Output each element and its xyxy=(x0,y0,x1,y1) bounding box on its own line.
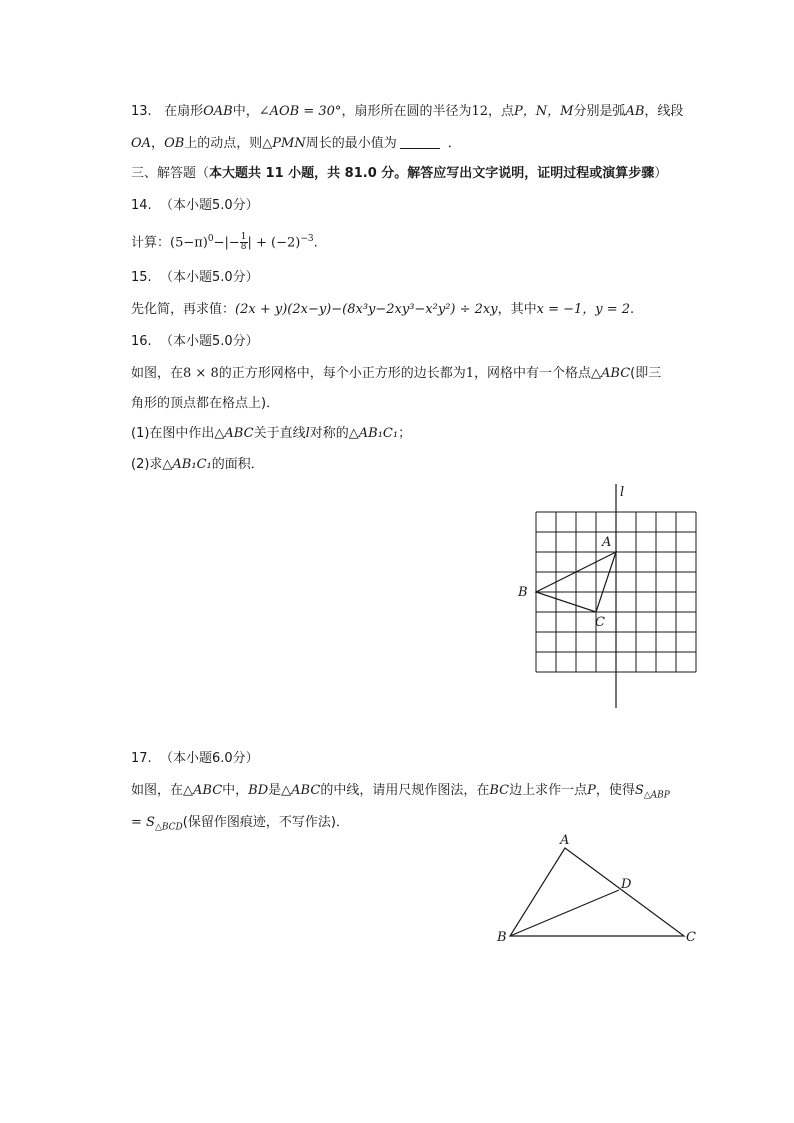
q14-expression xyxy=(131,230,318,252)
q13-text: 周长的最小值为 xyxy=(305,136,397,151)
q13-text: 中， xyxy=(232,104,259,119)
q16-number: 16. xyxy=(131,334,152,349)
q13-text: 在扇形 xyxy=(164,104,204,119)
median-bd xyxy=(510,890,619,936)
q15-where: ，其中 xyxy=(497,302,537,317)
q17-line2 xyxy=(131,814,349,837)
q13-arc: AB xyxy=(625,104,645,119)
point-a-label: A xyxy=(560,833,570,848)
q17-header xyxy=(131,750,259,768)
q13-seg-oa: OA xyxy=(131,136,152,151)
fraction-numerator: 1 xyxy=(240,232,247,243)
q17-area-symbol: S xyxy=(146,815,155,830)
q16-text: (2)求 xyxy=(131,457,163,472)
q13-text: 分别是弧 xyxy=(573,104,626,119)
q15-header xyxy=(131,269,259,287)
q14-expr: (5−π) xyxy=(170,235,208,251)
q17-equals: = xyxy=(131,815,142,830)
q13-text: ，扇形所在圆的半径为 xyxy=(341,104,472,119)
q16-result-triangle: △AB₁C₁ xyxy=(162,457,212,472)
q14-fraction xyxy=(240,233,248,252)
q13-line2 xyxy=(131,135,461,153)
q16-text: 的面积． xyxy=(211,457,264,472)
q16-grid-figure xyxy=(510,478,710,714)
q13-line1 xyxy=(131,103,683,121)
q16-text: ，网格中有一个格点 xyxy=(474,366,592,381)
q17-text: 中， xyxy=(222,783,249,798)
q17-text: (保留作图痕迹，不写作法)． xyxy=(182,815,349,830)
q15-condition: x = −1，y = 2 xyxy=(536,302,631,317)
q17-text: 的中线，请用尺规作图法，在 xyxy=(320,783,490,798)
q15-label: 先化简，再求值： xyxy=(131,302,236,317)
point-d-label: D xyxy=(621,877,632,892)
q17-area-symbol: S xyxy=(634,783,644,798)
section-header xyxy=(131,165,667,183)
q17-text: 边上求作一点 xyxy=(509,783,588,798)
q16-triangle: △ABC xyxy=(214,426,254,441)
q15-expr: (2x + y)(2x−y)−(8x³y−2xy³−x²y²) ÷ 2xy xyxy=(235,302,498,317)
q13-radius: 12 xyxy=(471,104,488,119)
point-c-label: C xyxy=(595,615,605,630)
q15-period: . xyxy=(630,302,635,317)
point-a-label: A xyxy=(602,535,612,550)
q14-exponent: −3 xyxy=(300,234,314,244)
q16-text: ； xyxy=(398,426,412,441)
q13-seg-ob: OB xyxy=(164,136,185,151)
q14-header xyxy=(131,197,259,215)
point-b-label: B xyxy=(518,585,528,600)
q15-expression xyxy=(131,301,634,319)
fraction-denominator: 8 xyxy=(240,242,247,253)
q17-line1 xyxy=(131,782,670,805)
q13-angle: ∠AOB = 30° xyxy=(258,104,342,119)
q14-label: 计算： xyxy=(131,235,171,251)
section-prefix: 三、解答题（ xyxy=(131,166,210,181)
q13-number: 13. xyxy=(131,104,152,119)
q17-triangle-figure xyxy=(490,830,710,950)
q16-line2 xyxy=(131,395,279,413)
q16-part2 xyxy=(131,456,264,474)
q13-text: 上的动点，则 xyxy=(184,136,263,151)
q17-area-subscript: △BCD xyxy=(154,822,183,833)
q13-comma: ， xyxy=(151,136,165,151)
q16-text: 如图，在 xyxy=(131,366,184,381)
q14-period: . xyxy=(313,235,318,251)
q16-score: （本小题5.0分） xyxy=(159,334,259,349)
q16-unit: 1 xyxy=(465,366,475,381)
point-b-label: B xyxy=(497,930,507,945)
q16-line1 xyxy=(131,365,661,383)
q13-text: ，线段 xyxy=(644,104,684,119)
q17-text: ，使得 xyxy=(595,783,635,798)
triangle-abc xyxy=(510,848,684,936)
q17-segment-bc: BC xyxy=(489,783,510,798)
q16-text: 对称的 xyxy=(309,426,349,441)
q17-text: 如图，在 xyxy=(131,783,184,798)
section-instructions: 本大题共 11 小题，共 81.0 分。解答应写出文字说明，证明过程或演算步骤 xyxy=(209,166,655,181)
q16-grid-size: 8 × 8 xyxy=(183,366,219,381)
q16-line-l: l xyxy=(305,426,310,441)
q13-sector: OAB xyxy=(203,104,233,119)
q16-text: 的正方形网格中，每个小正方形的边长都为 xyxy=(218,366,466,381)
q17-point-p: P xyxy=(587,783,596,798)
q13-text: ，点 xyxy=(488,104,515,119)
q17-area-subscript: △ABP xyxy=(643,790,670,801)
point-c-label: C xyxy=(686,930,696,945)
q14-score: （本小题5.0分） xyxy=(159,198,259,213)
q17-triangle: △ABC xyxy=(183,783,223,798)
q15-score: （本小题5.0分） xyxy=(159,270,259,285)
line-l-label: l xyxy=(620,485,625,500)
q16-text: 角形的顶点都在格点上)． xyxy=(131,396,280,411)
q16-part1 xyxy=(131,425,411,443)
q15-number: 15. xyxy=(131,270,152,285)
q17-number: 17. xyxy=(131,751,152,766)
q16-text: (1)在图中作出 xyxy=(131,426,215,441)
q17-triangle: △ABC xyxy=(281,783,321,798)
q17-segment-bd: BD xyxy=(248,783,269,798)
q16-header xyxy=(131,333,259,351)
q17-text: 是 xyxy=(268,783,282,798)
q13-period: ． xyxy=(447,136,461,151)
q16-triangle: △ABC xyxy=(591,366,631,381)
q13-points: P，N，M xyxy=(514,104,574,119)
section-suffix: ） xyxy=(654,166,668,181)
q14-number: 14. xyxy=(131,198,152,213)
answer-blank[interactable] xyxy=(400,136,440,149)
q14-expr: −|− xyxy=(213,235,240,251)
q14-expr: | + (−2) xyxy=(247,235,301,251)
q17-score: （本小题6.0分） xyxy=(159,751,259,766)
q16-text: (即三 xyxy=(630,366,662,381)
q16-text: 关于直线 xyxy=(253,426,306,441)
q13-triangle: △PMN xyxy=(262,136,306,151)
q16-result-triangle: △AB₁C₁ xyxy=(348,426,399,441)
q14-exponent: 0 xyxy=(207,234,214,244)
